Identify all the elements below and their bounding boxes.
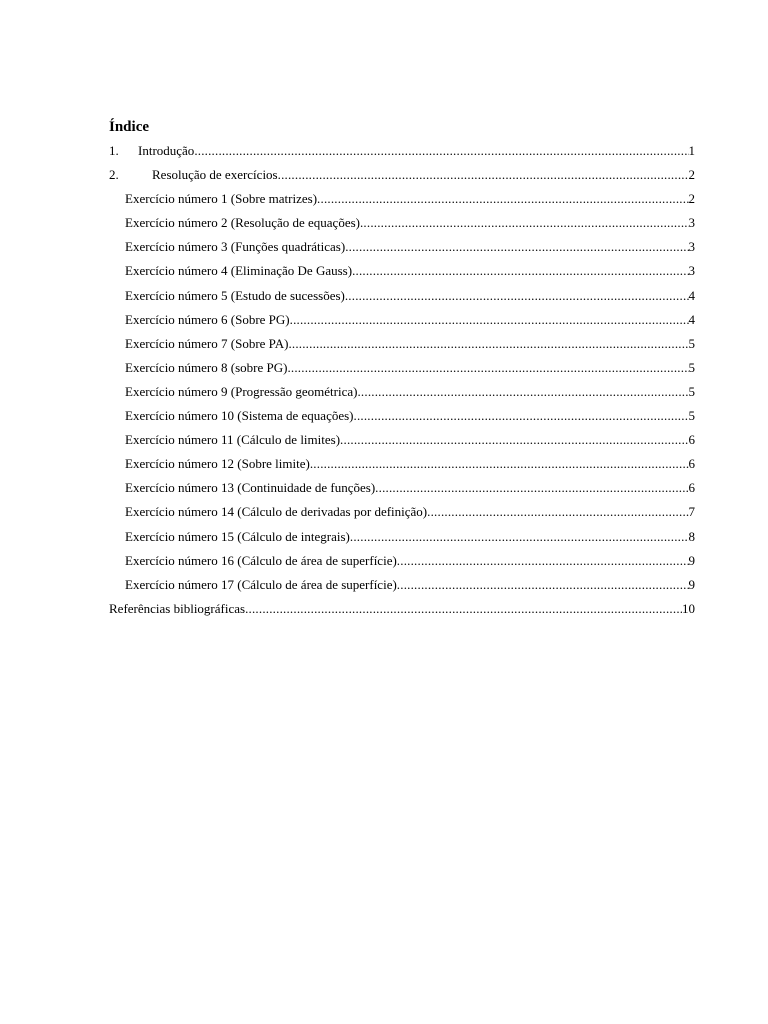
toc-entry-page: 4 [688, 287, 695, 303]
dot-leader [290, 310, 689, 330]
toc-entry-exercicio-10[interactable] [109, 406, 695, 430]
dot-leader [288, 334, 688, 354]
toc-entry-exercicio-12[interactable] [109, 454, 695, 478]
toc-entry-label: Exercício número 10 (Sistema de equações) [125, 408, 354, 424]
toc-entry-page: 5 [688, 359, 695, 375]
toc-entry-label: Referências bibliográficas [109, 600, 246, 616]
toc-entry-label: Exercício número 2 (Resolução de equações) [125, 215, 360, 231]
toc-entry-page: 9 [688, 552, 695, 568]
toc-entry-page: 9 [688, 576, 695, 592]
dot-leader [427, 502, 688, 522]
toc-entry-exercicio-8[interactable] [109, 358, 695, 382]
toc-entry-page: 8 [688, 528, 695, 544]
toc-entry-label: Exercício número 6 (Sobre PG) [125, 311, 290, 327]
toc-entry-page: 5 [688, 408, 695, 424]
toc-entry-page: 6 [688, 432, 695, 448]
toc-entry-exercicio-7[interactable] [109, 334, 695, 358]
toc-entry-label: Exercício número 13 (Continuidade de funções) [125, 480, 376, 496]
toc-entry-exercicio-3[interactable] [109, 237, 695, 261]
toc-entry-exercicio-17[interactable] [109, 575, 695, 599]
toc-entry-number: 2. [109, 167, 119, 183]
dot-leader [278, 165, 689, 185]
toc-entry-label: Exercício número 5 (Estudo de sucessões) [125, 287, 345, 303]
toc-title: Índice [109, 119, 150, 135]
dot-leader [375, 478, 688, 498]
dot-leader [352, 261, 688, 281]
toc-entry-exercicio-14[interactable] [109, 502, 695, 526]
toc-entry-label: Exercício número 12 (Sobre limite) [125, 456, 310, 472]
toc-entry-exercicio-11[interactable] [109, 430, 695, 454]
toc-entry-exercicio-9[interactable] [109, 382, 695, 406]
dot-leader [245, 599, 682, 619]
toc-entry-page: 6 [688, 456, 695, 472]
toc-entry-exercicio-5[interactable] [109, 286, 695, 310]
toc-entry-page: 5 [688, 335, 695, 351]
toc-entry-page: 6 [688, 480, 695, 496]
dot-leader [194, 141, 688, 161]
toc-entry-label: Resolução de exercícios [152, 167, 278, 183]
toc-entry-page: 1 [688, 143, 695, 158]
dot-leader [360, 213, 689, 233]
toc-entry-label: Exercício número 7 (Sobre PA) [125, 335, 289, 351]
toc-entry-label: Exercício número 1 (Sobre matrizes) [125, 191, 318, 207]
dot-leader [340, 430, 688, 450]
toc-entry-exercicio-15[interactable] [109, 527, 695, 551]
toc-entry-page: 2 [688, 167, 695, 183]
toc-entry-label: Exercício número 9 (Progressão geométrica) [125, 383, 358, 399]
toc-entry-label: Exercício número 17 (Cálculo de área de superfície) [125, 576, 397, 592]
dot-leader [397, 575, 689, 595]
dot-leader [345, 286, 689, 306]
dot-leader [310, 454, 689, 474]
toc-entry-resolucao[interactable] [109, 165, 695, 189]
toc-entry-exercicio-6[interactable] [109, 310, 695, 334]
toc-entry-label: Exercício número 8 (sobre PG) [125, 359, 288, 375]
dot-leader [350, 527, 689, 547]
dot-leader [287, 358, 688, 378]
table-of-contents [109, 141, 695, 623]
toc-entry-exercicio-1[interactable] [109, 189, 695, 213]
toc-entry-label: Introdução [138, 143, 195, 158]
dot-leader [357, 382, 688, 402]
toc-entry-page: 7 [688, 504, 695, 520]
dot-leader [354, 406, 689, 426]
toc-entry-page: 2 [688, 191, 695, 207]
toc-entry-page: 3 [688, 263, 695, 279]
toc-entry-label: Exercício número 15 (Cálculo de integrais) [125, 528, 350, 544]
dot-leader [317, 189, 688, 209]
dot-leader [397, 551, 689, 571]
toc-entry-exercicio-4[interactable] [109, 261, 695, 285]
toc-entry-exercicio-2[interactable] [109, 213, 695, 237]
dot-leader [345, 237, 688, 257]
toc-entry-referencias[interactable] [109, 599, 695, 623]
toc-entry-label: Exercício número 3 (Funções quadráticas) [125, 239, 346, 255]
toc-entry-label: Exercício número 16 (Cálculo de área de superfície) [125, 552, 397, 568]
toc-entry-label: Exercício número 4 (Eliminação De Gauss) [125, 263, 353, 279]
toc-entry-introducao[interactable] [109, 141, 695, 165]
toc-entry-page: 4 [688, 311, 695, 327]
toc-entry-number: 1. [109, 143, 119, 158]
toc-entry-page: 5 [688, 383, 695, 399]
toc-entry-label: Exercício número 11 (Cálculo de limites) [125, 432, 341, 448]
toc-entry-exercicio-13[interactable] [109, 478, 695, 502]
toc-entry-page: 3 [688, 239, 695, 255]
toc-entry-label: Exercício número 14 (Cálculo de derivadas por definição) [125, 504, 428, 520]
toc-entry-page: 3 [688, 215, 695, 231]
toc-entry-page: 10 [682, 600, 695, 616]
toc-entry-exercicio-16[interactable] [109, 551, 695, 575]
